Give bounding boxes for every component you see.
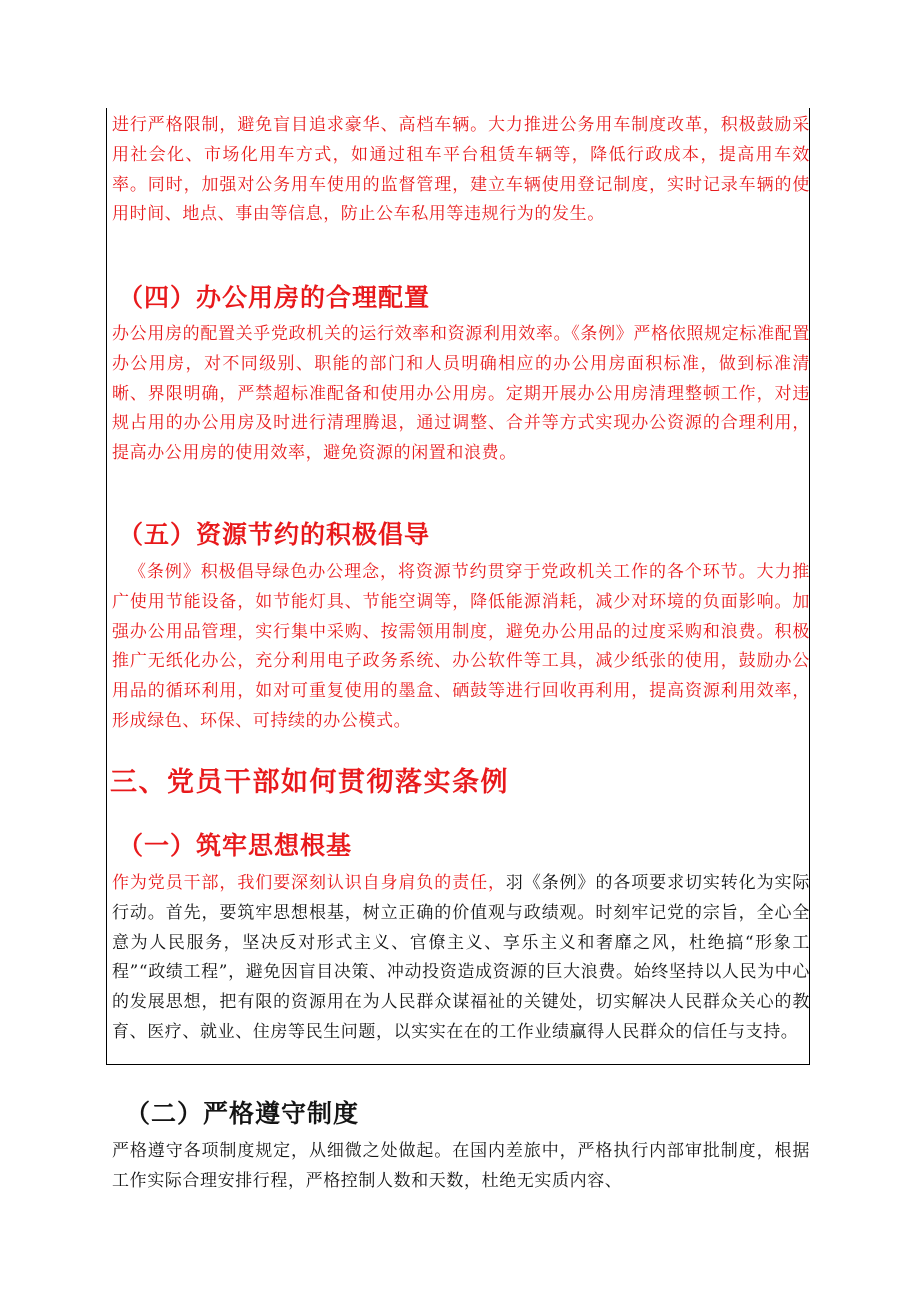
rules-section-paragraph: 严格遵守各项制度规定，从细微之处做起。在国内差旅中，严格执行内部审批制度，根据工作实际合理安排行程，严格控制人数和天数，杜绝无实质内容、 [112, 1141, 810, 1191]
car-section-paragraph: 进行严格限制，避免盲目追求豪华、高档车辆。大力推进公务用车制度改革，积极鼓励采用社会化、市场化用车方式，如通过租车平台租赁车辆等，降低行政成本，提高用车效率。同时，加强对公务用车使用的监督管理，建立车辆使用登记制度，实时记录车辆的使用时间、地点、事由等信息，防止公车私用等违规行为的发生。 [112, 115, 810, 225]
foundation-section-paragraph-wrap [112, 869, 810, 1048]
resource-section-heading: （五）资源节约的积极倡导 [118, 520, 431, 549]
rules-section-heading: （二）严格遵守制度 [125, 1099, 360, 1128]
foundation-paragraph-black-part: 羽《条例》的各项要求切实转化为实际行动。首先，要筑牢思想根基，树立正确的价值观与政绩观。时刻牢记党的宗旨，全心全意为人民服务，坚决反对形式主义、官僚主义、享乐主义和奢靡之风，杜绝搞“形象工程”“政绩工程”，避免因盲目决策、冲动投资造成资源的巨大浪费。始终坚持以人民为中心的发展思想，把有限的资源用在为人民群众谋福祉的关键处，切实解决人民群众关心的教育、医疗、就业、住房等民生问题，以实实在在的工作业绩赢得人民群众的信任与支持。 [112, 873, 811, 1042]
rules-section-paragraph-wrap [112, 1137, 810, 1197]
office-section-paragraph: 办公用房的配置关乎党政机关的运行效率和资源利用效率。《条例》严格依照规定标准配置办公用房，对不同级别、职能的部门和人员明确相应的办公用房面积标准，做到标准清晰、界限明确，严禁超标准配备和使用办公用房。定期开展办公用房清理整顿工作，对违规占用的办公用房及时进行清理腾退，通过调整、合并等方式实现办公资源的合理利用，提高办公用房的使用效率，避免资源的闲置和浪费。 [112, 324, 810, 464]
resource-section-paragraph-wrap [112, 558, 810, 737]
car-section-paragraph-wrap [112, 111, 810, 230]
foundation-paragraph-red-part: 作为党员干部，我们要深刻认识自身肩负的责任， [112, 873, 506, 893]
office-section-heading: （四）办公用房的合理配置 [118, 283, 431, 312]
foundation-section-heading: （一）筑牢思想根基 [118, 831, 353, 860]
foundation-section-paragraph [112, 869, 810, 1048]
part-three-heading: 三、党员干部如何贯彻落实条例 [110, 767, 509, 798]
office-section-paragraph-wrap [112, 320, 810, 469]
resource-section-paragraph: 《条例》积极倡导绿色办公理念，将资源节约贯穿于党政机关工作的各个环节。大力推广使用节能设备，如节能灯具、节能空调等，降低能源消耗，减少对环境的负面影响。加强办公用品管理，实行集中采购、按需领用制度，避免办公用品的过度采购和浪费。积极推广无纸化办公，充分利用电子政务系统、办公软件等工具，减少纸张的使用，鼓励办公用品的循环利用，如对可重复使用的墨盒、硒鼓等进行回收再利用，提高资源利用效率，形成绿色、环保、可持续的办公模式。 [112, 562, 810, 731]
